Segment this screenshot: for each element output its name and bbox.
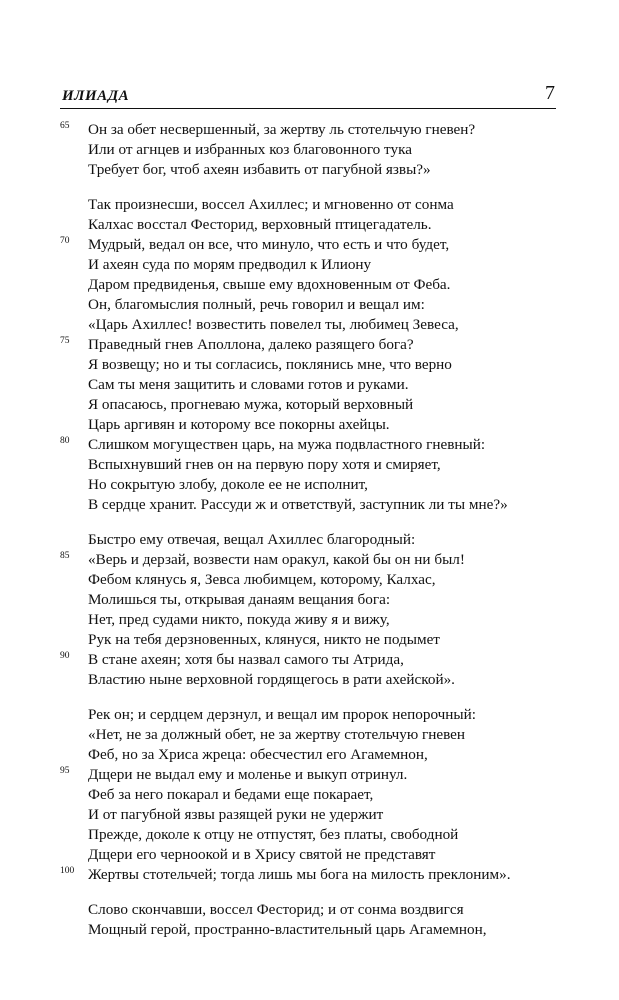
verse-line bbox=[88, 315, 568, 335]
verse-line bbox=[88, 825, 568, 845]
verse-line bbox=[88, 375, 568, 395]
verse-line bbox=[88, 920, 568, 940]
verse-line bbox=[88, 415, 568, 435]
line-number: 90 bbox=[60, 651, 70, 661]
verse-line bbox=[88, 630, 568, 650]
verse-text: Или от агнцев и избранных коз благовонного тука bbox=[88, 141, 412, 158]
verse-line bbox=[88, 670, 568, 690]
verse-text: Властию ныне верховной гордящегось в рати ахейской». bbox=[88, 671, 455, 688]
header-rule bbox=[60, 108, 556, 109]
verse-line bbox=[60, 120, 568, 140]
verse-text: Фебом клянусь я, Зевса любимцем, которому, Калхас, bbox=[88, 571, 436, 588]
verse-line bbox=[88, 805, 568, 825]
verse-line bbox=[60, 650, 568, 670]
verse-line bbox=[88, 745, 568, 765]
verse-line bbox=[88, 705, 568, 725]
verse-text: Мудрый, ведал он все, что минуло, что есть и что будет, bbox=[88, 236, 450, 253]
verse-text: Прежде, доколе к отцу не отпустят, без платы, свободной bbox=[88, 826, 459, 843]
verse-text: Я опасаюсь, прогневаю мужа, который верховный bbox=[88, 396, 414, 413]
verse-text: Нет, пред судами никто, покуда живу я и вижу, bbox=[88, 611, 390, 628]
line-number: 65 bbox=[60, 121, 70, 131]
verse-text: Рек он; и сердцем дерзнул, и вещал им пророк непорочный: bbox=[88, 706, 476, 723]
verse-text: В стане ахеян; хотя бы назвал самого ты Атрида, bbox=[88, 651, 404, 668]
verse-text: Я возвещу; но и ты согласись, поклянись мне, что верно bbox=[88, 356, 452, 373]
verse-line bbox=[88, 495, 568, 515]
verse-text: Сам ты меня защитить и словами готов и руками. bbox=[88, 376, 409, 393]
verse-text: Дщери не выдал ему и моленье и выкуп отринул. bbox=[88, 766, 408, 783]
verse-line bbox=[88, 195, 568, 215]
line-number: 80 bbox=[60, 436, 70, 446]
line-number: 100 bbox=[60, 866, 75, 876]
page-number: 7 bbox=[545, 82, 555, 104]
verse-line bbox=[88, 140, 568, 160]
verse-text: Так произнесши, воссел Ахиллес; и мгновенно от сонма bbox=[88, 196, 454, 213]
verse-line bbox=[88, 160, 568, 180]
verse-text: В сердце хранит. Рассуди ж и ответствуй, заступник ли ты мне?» bbox=[88, 496, 508, 513]
verse-text: Праведный гнев Аполлона, далеко разящего бога? bbox=[88, 336, 414, 353]
verse-text: Мощный герой, пространно-властительный царь Агамемнон, bbox=[88, 921, 487, 938]
verse-line bbox=[88, 590, 568, 610]
line-number: 75 bbox=[60, 336, 70, 346]
stanza-gap bbox=[88, 180, 568, 195]
verse-line bbox=[60, 765, 568, 785]
verse-line bbox=[88, 355, 568, 375]
verse-text: Молишься ты, открывая данаям вещания бога: bbox=[88, 591, 391, 608]
verse-text: Феб, но за Хриса жреца: обесчестил его Агамемнон, bbox=[88, 746, 428, 763]
verse-text: Жертвы стотельчей; тогда лишь мы бога на милость преклоним». bbox=[88, 866, 511, 883]
verse-line bbox=[88, 845, 568, 865]
verse-text: Слишком могуществен царь, на мужа подвластного гневный: bbox=[88, 436, 486, 453]
verse-text: Калхас восстал Фесторид, верховный птицегадатель. bbox=[88, 216, 432, 233]
verse-line bbox=[60, 435, 568, 455]
verse-line bbox=[88, 530, 568, 550]
stanza-gap bbox=[88, 515, 568, 530]
verse-line bbox=[88, 475, 568, 495]
verse-line bbox=[88, 900, 568, 920]
verse-text: Дщери его черноокой и в Хрису святой не представят bbox=[88, 846, 436, 863]
poem-text bbox=[60, 120, 568, 940]
verse-line bbox=[60, 550, 568, 570]
verse-line bbox=[88, 295, 568, 315]
verse-text: Даром предвиденья, свыше ему вдохновенным от Феба. bbox=[88, 276, 451, 293]
verse-line bbox=[60, 235, 568, 255]
verse-line bbox=[60, 335, 568, 355]
verse-text: И от пагубной язвы разящей руки не удержит bbox=[88, 806, 384, 823]
verse-text: Слово скончавши, воссел Фесторид; и от сонма воздвигся bbox=[88, 901, 464, 918]
verse-text: «Верь и дерзай, возвести нам оракул, какой бы он ни был! bbox=[88, 551, 465, 568]
line-number: 70 bbox=[60, 236, 70, 246]
verse-line bbox=[88, 215, 568, 235]
verse-line bbox=[88, 255, 568, 275]
verse-line bbox=[88, 610, 568, 630]
verse-text: Но сокрытую злобу, доколе ее не исполнит, bbox=[88, 476, 368, 493]
line-number: 95 bbox=[60, 766, 70, 776]
stanza-gap bbox=[88, 885, 568, 900]
verse-text: И ахеян суда по морям предводил к Илиону bbox=[88, 256, 372, 273]
verse-text: Царь аргивян и которому все покорны ахейцы. bbox=[88, 416, 390, 433]
verse-text: Вспыхнувший гнев он на первую пору хотя и смиряет, bbox=[88, 456, 441, 473]
verse-line bbox=[88, 455, 568, 475]
verse-line bbox=[88, 395, 568, 415]
verse-text: Феб за него покарал и бедами еще покарает, bbox=[88, 786, 374, 803]
verse-text: Быстро ему отвечая, вещал Ахиллес благородный: bbox=[88, 531, 416, 548]
verse-text: «Царь Ахиллес! возвестить повелел ты, любимец Зевеса, bbox=[88, 316, 459, 333]
verse-line bbox=[88, 725, 568, 745]
verse-line bbox=[60, 865, 568, 885]
verse-text: Требует бог, чтоб ахеян избавить от пагубной язвы?» bbox=[88, 161, 431, 178]
line-number: 85 bbox=[60, 551, 70, 561]
verse-text: Он за обет несвершенный, за жертву ль стотельчую гневен? bbox=[88, 121, 476, 138]
verse-text: Рук на тебя дерзновенных, клянуся, никто не подымет bbox=[88, 631, 440, 648]
running-header-title: ИЛИАДА bbox=[62, 88, 130, 104]
verse-line bbox=[88, 785, 568, 805]
verse-text: Он, благомыслия полный, речь говорил и вещал им: bbox=[88, 296, 425, 313]
verse-line bbox=[88, 275, 568, 295]
stanza-gap bbox=[88, 690, 568, 705]
verse-line bbox=[88, 570, 568, 590]
verse-text: «Нет, не за должный обет, не за жертву стотельчую гневен bbox=[88, 726, 466, 743]
